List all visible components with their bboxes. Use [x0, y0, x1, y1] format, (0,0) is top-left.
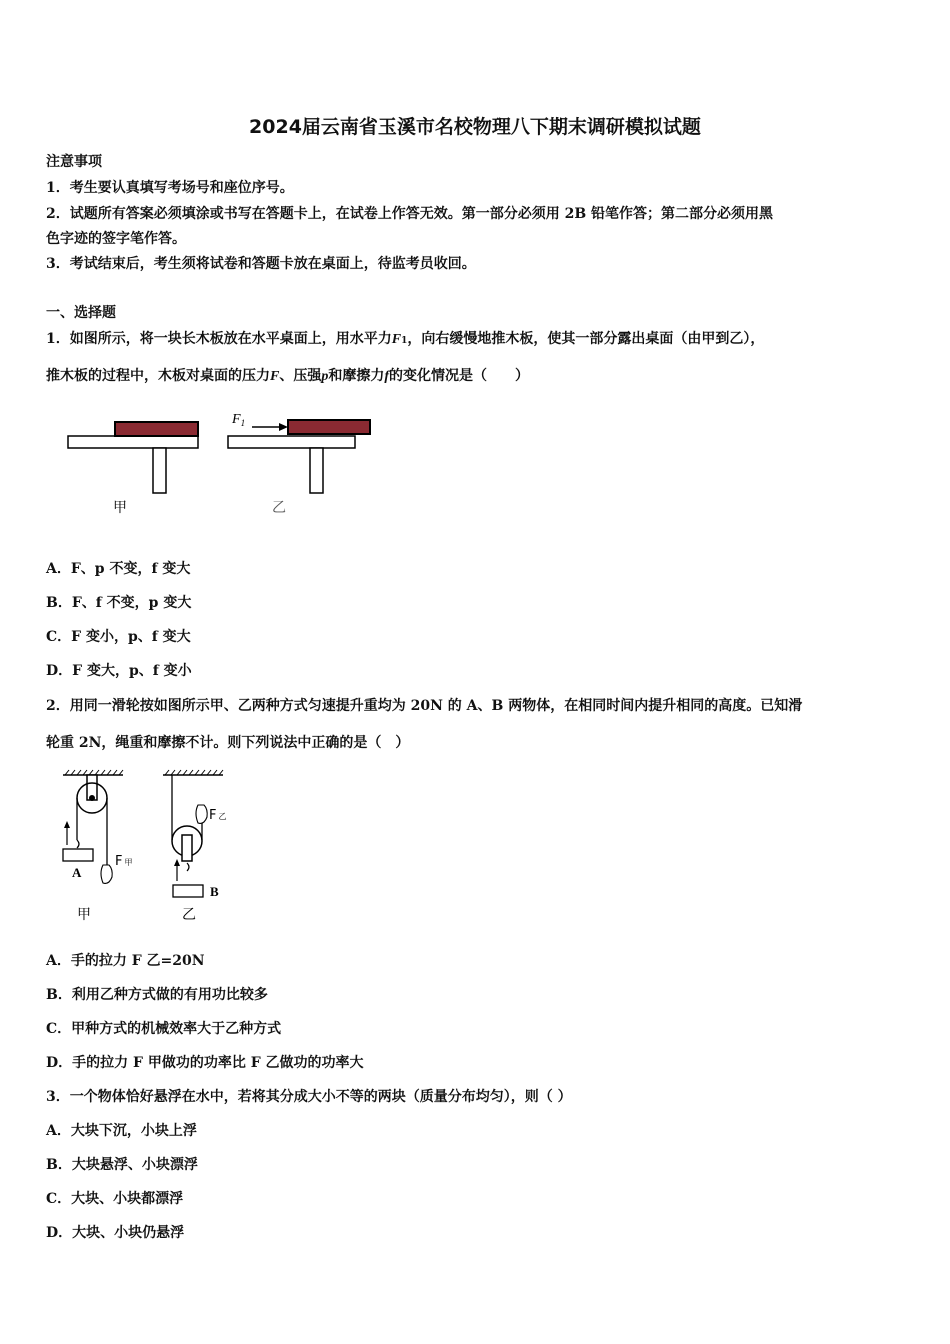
notice-item-2: 2．试题所有答案必须填涂或书写在答题卡上，在试卷上作答无效。第一部分必须用 2B 铅笔作答；第二部分必须用黑: [46, 206, 774, 222]
fig-label-jia: 甲: [113, 500, 127, 516]
force-arrow-icon: [252, 423, 288, 431]
force-label-var: F: [232, 412, 241, 427]
q1-var: F: [270, 369, 280, 384]
hand-yi-icon: [196, 805, 207, 823]
fig2-label-yi: 乙: [182, 907, 196, 923]
q2-option-b[interactable]: B．利用乙种方式做的有用功比较多: [46, 987, 268, 1003]
label-F-yi: [209, 808, 226, 823]
q1-text: 1．如图所示，将一块长木板放在水平桌面上，用水平力: [46, 331, 392, 347]
q2-figure: [55, 765, 255, 930]
load-A-icon: [63, 821, 93, 861]
notice-heading: 注意事项: [46, 154, 102, 170]
q1-text: 和摩擦力: [328, 368, 385, 384]
notice-item-2-cont: 色字迹的签字笔作答。: [46, 231, 186, 247]
q1-option-a[interactable]: A．F、p 不变，f 变大: [46, 561, 191, 577]
hand-jia-icon: [101, 865, 112, 883]
q1-var: f: [384, 369, 390, 384]
q3-option-d[interactable]: D．大块、小块仍悬浮: [46, 1225, 185, 1241]
q1-option-c[interactable]: C．F 变小，p、f 变大: [46, 629, 191, 645]
q1-var-F: F: [391, 332, 402, 347]
page-title: 2024届云南省玉溪市名校物理八下期末调研模拟试题: [249, 116, 701, 138]
label-F-yi-var: F: [209, 808, 217, 823]
q1-text: 推木板的过程中，木板对桌面的压力: [46, 368, 270, 384]
q1-stem-line1: [46, 328, 764, 348]
q2-stem-line1: 2．用同一滑轮按如图所示甲、乙两种方式匀速提升重均为 20N 的 A、B 两物体，在相同时间内提升相同的高度。已知滑: [46, 698, 803, 714]
q3-option-c[interactable]: C．大块、小块都漂浮: [46, 1191, 184, 1207]
q1-var: p: [321, 369, 329, 384]
board-yi: [288, 420, 370, 434]
q1-figure: [60, 405, 390, 520]
table-jia: [68, 436, 198, 493]
force-label-sub: 1: [240, 418, 246, 428]
q1-stem-line2: [46, 365, 529, 385]
q3-option-b[interactable]: B．大块悬浮、小块漂浮: [46, 1157, 198, 1173]
table-yi: [228, 436, 355, 493]
board-jia: [115, 422, 198, 436]
label-A: A: [72, 865, 82, 880]
notice-item-3: 3．考试结束后，考生须将试卷和答题卡放在桌面上，待监考员收回。: [46, 256, 476, 272]
q2-option-d[interactable]: D．手的拉力 F 甲做功的功率比 F 乙做功的功率大: [46, 1055, 364, 1071]
section-heading: 一、选择题: [46, 305, 116, 321]
q1-var-sub: 1: [401, 336, 408, 346]
notice-item-1: 1．考生要认真填写考场号和座位序号。: [46, 180, 294, 196]
q2-option-c[interactable]: C．甲种方式的机械效率大于乙种方式: [46, 1021, 282, 1037]
q1-text: ，向右缓慢地推木板，使其一部分露出桌面（由甲到乙），: [407, 331, 765, 347]
label-B: B: [210, 884, 219, 899]
label-F-jia-sub: 甲: [124, 858, 133, 867]
q1-text: 、压强: [279, 368, 322, 384]
q2-stem-line2: 轮重 2N，绳重和摩擦不计。则下列说法中正确的是（ ）: [46, 735, 410, 751]
force-label: [231, 412, 245, 428]
label-F-yi-sub: 乙: [218, 812, 227, 821]
q1-option-b[interactable]: B．F、f 不变，p 变大: [46, 595, 192, 611]
label-F-jia: [115, 854, 132, 869]
q2-option-a[interactable]: A．手的拉力 F 乙=20N: [46, 953, 205, 969]
load-B-icon: [173, 859, 203, 897]
q3-option-a[interactable]: A．大块下沉，小块上浮: [46, 1123, 197, 1139]
fig-label-yi: 乙: [272, 500, 286, 516]
q3-stem: 3．一个物体恰好悬浮在水中，若将其分成大小不等的两块（质量分布均匀），则（ ）: [46, 1089, 572, 1105]
q1-option-d[interactable]: D．F 变大，p、f 变小: [46, 663, 192, 679]
ceiling-yi: [163, 770, 223, 775]
fig2-label-jia: 甲: [77, 907, 91, 923]
label-F-jia-var: F: [115, 854, 123, 869]
q1-text: 的变化情况是（ ）: [389, 368, 530, 384]
